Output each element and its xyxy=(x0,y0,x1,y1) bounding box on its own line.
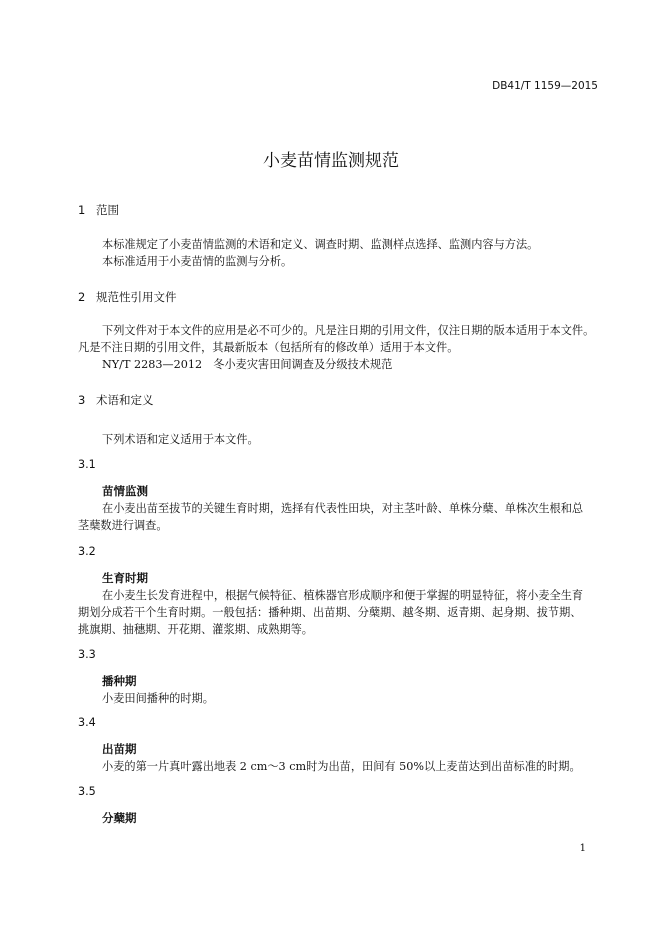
document-title: 小麦苗情监测规范 xyxy=(263,151,399,171)
term-definition: 期划分成若干个生育时期。一般包括：播种期、出苗期、分蘖期、越冬期、返青期、起身期、拔节期、 xyxy=(78,606,582,619)
page-number: 1 xyxy=(579,843,586,854)
term-definition: 挑旗期、抽穗期、开花期、灌浆期、成熟期等。 xyxy=(78,623,313,636)
section-heading xyxy=(78,289,177,305)
term-title: 分蘖期 xyxy=(102,811,137,825)
section-number: 1 xyxy=(78,203,86,217)
term-number: 3.5 xyxy=(78,785,96,798)
term-number: 3.4 xyxy=(78,716,96,729)
term-definition: 小麦田间播种的时期。 xyxy=(102,692,214,705)
standard-code: DB41/T 1159—2015 xyxy=(492,80,598,92)
term-number: 3.3 xyxy=(78,648,96,661)
paragraph: 本标准规定了小麦苗情监测的术语和定义、调查时期、监测样点选择、监测内容与方法。 xyxy=(102,238,539,251)
paragraph: 凡是不注日期的引用文件，其最新版本（包括所有的修改单）适用于本文件。 xyxy=(78,341,459,354)
paragraph: 本标准适用于小麦苗情的监测与分析。 xyxy=(102,255,293,268)
term-definition: 小麦的第一片真叶露出地表 2 cm～3 cm时为出苗，田间有 50%以上麦苗达到出苗标准的时期。 xyxy=(102,760,581,773)
section-number: 2 xyxy=(78,290,86,304)
term-title: 播种期 xyxy=(102,674,137,688)
section-heading xyxy=(78,202,119,218)
term-definition: 茎蘖数进行调查。 xyxy=(78,519,168,532)
normative-reference: NY/T 2283—2012 冬小麦灾害田间调查及分级技术规范 xyxy=(102,358,393,371)
term-definition: 在小麦出苗至拔节的关键生育时期，选择有代表性田块，对主茎叶龄、单株分蘖、单株次生根和总 xyxy=(102,502,584,515)
paragraph: 下列术语和定义适用于本文件。 xyxy=(102,433,259,446)
term-number: 3.1 xyxy=(78,458,96,471)
section-title: 术语和定义 xyxy=(96,393,154,407)
term-title: 苗情监测 xyxy=(102,484,148,498)
section-title: 范围 xyxy=(96,203,119,217)
term-title: 出苗期 xyxy=(102,742,137,756)
term-title: 生育时期 xyxy=(102,571,148,585)
section-heading xyxy=(78,392,154,408)
section-number: 3 xyxy=(78,393,86,407)
term-definition: 在小麦生长发育进程中，根据气候特征、植株器官形成顺序和便于掌握的明显特征，将小麦全生育 xyxy=(102,589,584,602)
section-title: 规范性引用文件 xyxy=(96,290,177,304)
term-number: 3.2 xyxy=(78,545,96,558)
paragraph: 下列文件对于本文件的应用是必不可少的。凡是注日期的引用文件，仅注日期的版本适用于本文件。 xyxy=(102,324,595,337)
